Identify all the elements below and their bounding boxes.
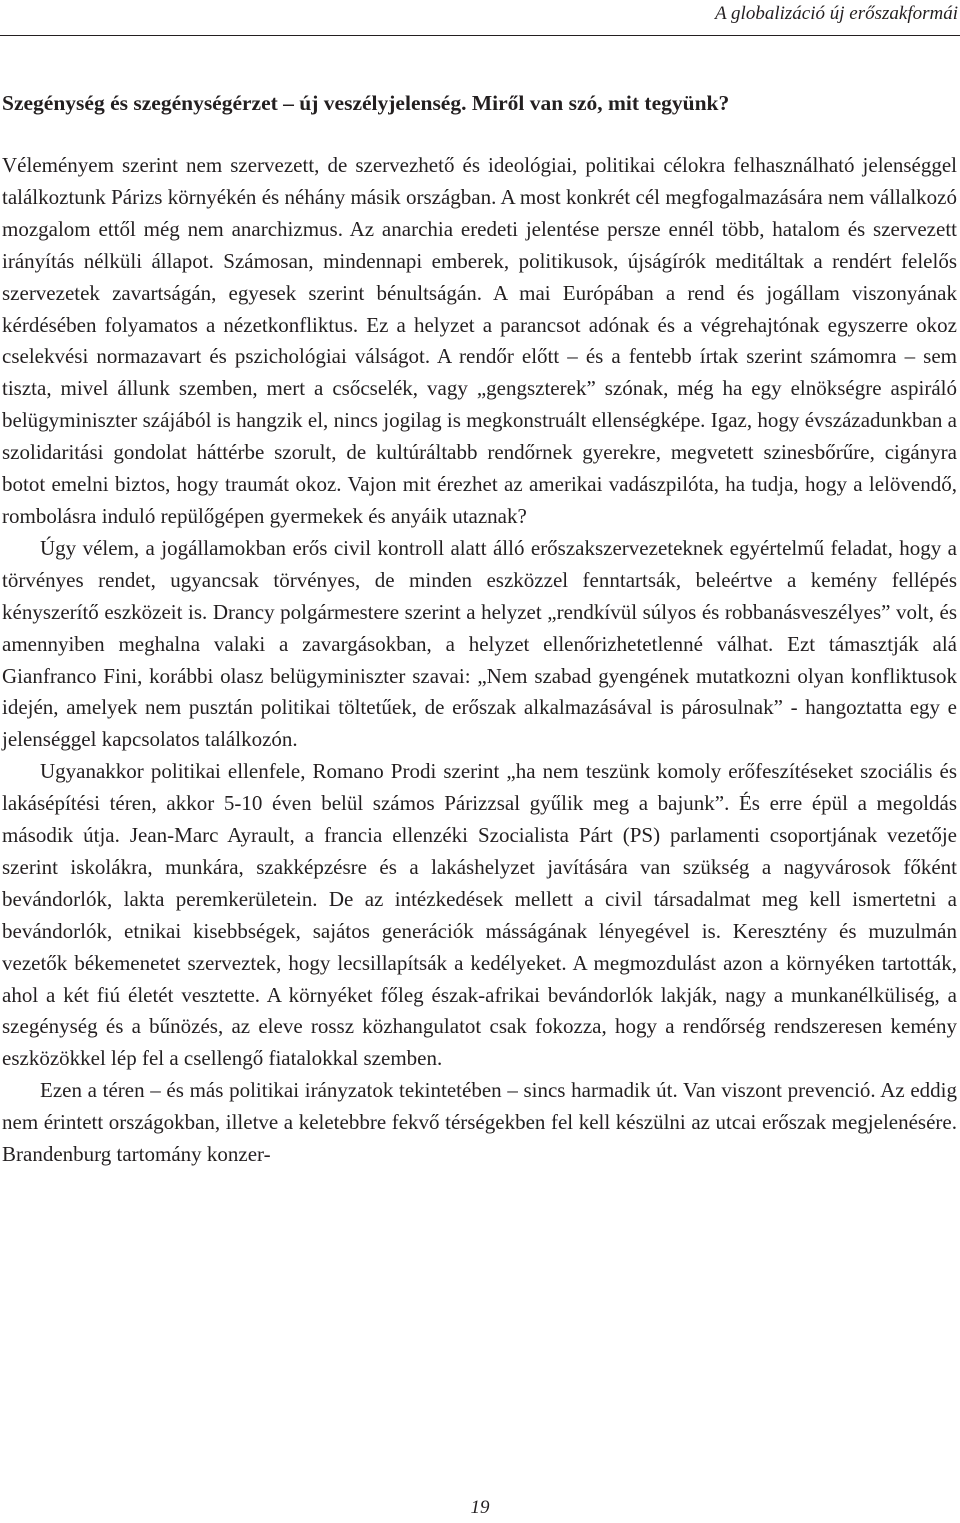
header-rule — [0, 35, 960, 36]
body-text — [2, 150, 957, 1171]
running-header: A globalizáció új erőszakformái — [715, 3, 958, 24]
section-title: Szegénység és szegénységérzet – új veszélyjelenség. Miről van szó, mit tegyünk? — [2, 91, 730, 115]
paragraph-3: Ugyanakkor politikai ellenfele, Romano Prodi szerint „ha nem teszünk komoly erőfeszítéseket szociális és lakásépítési téren, akkor 5-10 éven belül számos Párizzsal gyűlik meg a bajunk”. És erre épül a megoldás második útja. Jean-Marc Ayrault, a francia ellenzéki Szocialista Párt (PS) parlamenti csoportjának vezetője szerint iskolákra, munkára, szakképzésre és a lakáshelyzet javítására van szükség a nagyvárosok főként bevándorlók, lakta peremkerületein. De az intézkedések mellett a civil társadalmat meg kell ismertetni a bevándorlók, etnikai kisebbségek, sajátos generációk másságának lényegével is. Keresztény és muzulmán vezetők békemenetet szerveztek, hogy lecsillapítsák a kedélyeket. A megmozdulást azon a környéken tartották, ahol a két fiú életét vesztette. A környéket főleg észak-afrikai bevándorlók lakják, nagy a munkanélküliség, a szegénység és a bűnözés, az eleve rossz közhangulatot csak fokozza, hogy a rendőrség rendszeresen kemény eszközökkel lép fel a csellengő fiatalokkal szemben. — [2, 759, 957, 1071]
paragraph-4: Ezen a téren – és más politikai irányzatok tekintetében – sincs harmadik út. Van viszont prevenció. Az eddig nem érintett országokban, illetve a keletebbre fekvő térségekben fel kell készülni az utcai erőszak megjelenésére. Brandenburg tartomány konzer- — [2, 1078, 957, 1167]
paragraph-2: Úgy vélem, a jogállamokban erős civil kontroll alatt álló erőszakszervezeteknek egyértelmű feladat, hogy a törvényes rendet, ugyancsak törvényes, de minden eszközzel fenntartsák, beleértve a kemény fellépés kényszerítő eszközeit is. Drancy polgármestere szerint a helyzet „rendkívül súlyos és robbanásveszélyes” volt, és amennyiben meghalna valaki a zavargásokban, a helyzet ellenőrizhetetlenné válhat. Ezt támasztják alá Gianfranco Fini, korábbi olasz belügyminiszter szavai: „Nem szabad gyengének mutatkozni olyan konfliktusok idején, amelyek nem pusztán politikai töltetűek, de erőszak alkalmazásával is párosulnak” - hangoztatta egy e jelenséggel kapcsolatos találkozón. — [2, 535, 957, 752]
page-number: 19 — [470, 1497, 490, 1518]
paragraph-1: Véleményem szerint nem szervezett, de szervezhető és ideológiai, politikai célokra felhasználható jelenséggel találkoztunk Párizs környékén és néhány másik országban. A most konkrét cél megfogalmazására nem vállalkozó mozgalom ettől még nem anarchizmus. Az anarchia eredeti jelentése persze ennél több, hatalom és szervezett irányítás nélküli állapot. Számosan, mindennapi emberek, politikusok, újságírók meditáltak a rendért felelős szervezetek zavartságán, egyesek szerint bénultságán. A mai Európában a rend és jogállam viszonyának kérdésében folyamatos a nézetkonfliktus. Ez a helyzet a parancsot adónak és a végrehajtónak egyszerre okoz cselekvési normazavart és pszichológiai válságot. A rendőr előtt – és a fentebb írtak szerint számomra – sem tiszta, mivel állunk szemben, mert a csőcselék, vagy „gengszterek” szónak, még ha egy elnökségre aspiráló belügyminiszter szájából is hangzik el, nincs jogilag is megkonstruált ellenségképe. Igaz, hogy évszázadunkban a szolidaritási gondolat háttérbe szorult, de kultúráltabb rendőrnek gyerekre, megvetett szinesbőrűre, cigányra botot emelni biztos, hogy traumát okoz. Vajon mit érezhet az amerikai vadászpilóta, ha tudja, hogy a lelövendő, rombolásra induló repülőgépen gyermekek és anyáik utaznak? — [2, 153, 957, 528]
